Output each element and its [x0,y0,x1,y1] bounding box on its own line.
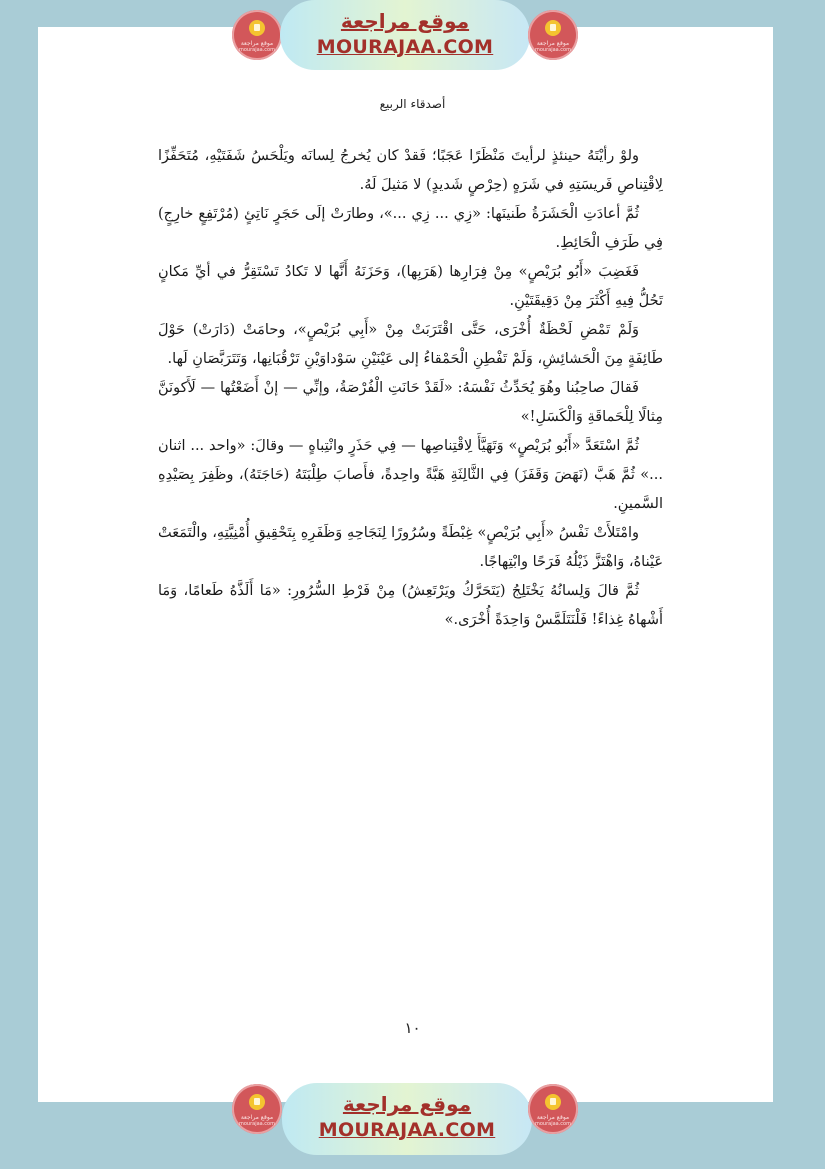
paragraph: ثُمَّ أعادَتِ الْحَشَرَةُ طَنينَها: «زِي ... زِي ...»، وطارَتْ إلَى حَجَرٍ نَاتِئٍ (مُرْتَفِعٍ خارِجٍ) فِي طَرَفِ الْحَائِطِ. [158,206,663,251]
logo-icon [249,20,265,36]
paragraph: وامْتَلأَتْ نَفْسُ «أَبِي بُرَيْصٍ» غِبْطَةً وسُرُورًا لِنَجَاحِهِ وَظَفَرِهِ بِتَحْقِيقِ أُمْنِيَّتِهِ، والْتَمَعَتْ عَيْناهُ، وَاهْتَزَّ ذَيْلُهُ فَرَحًا وابْتِهاجًا. [158,525,663,570]
site-banner-top[interactable] [280,0,530,70]
badge-label-en: mourajaa.com [238,47,275,53]
site-name-ar[interactable]: موقع مراجعة [340,9,470,33]
page-number: ١٠ [404,1019,421,1037]
badge-label-ar: موقع مراجعة [240,40,274,47]
site-logo-badge-left[interactable] [232,10,282,60]
badge-label-en: mourajaa.com [534,1121,571,1127]
logo-icon [249,1094,265,1110]
logo-icon [545,20,561,36]
site-name-ar[interactable]: موقع مراجعة [342,1092,472,1116]
site-logo-badge-right-footer[interactable] [528,1084,578,1134]
badge-label-ar: موقع مراجعة [536,1114,570,1121]
story-text [158,142,663,635]
paragraph: فَغَضِبَ «أَبُو بُرَيْصٍ» مِنْ فِرَارِها (هَرَبِها)، وَحَزَنَهُ أَنَّها لا تَكادُ تَسْتَقِرُّ في أيِّ مَكانٍ تَحُلُّ فِيهِ أَكْثَرَ مِنْ دَقِيقَتَيْنِ. [158,264,663,309]
badge-label-en: mourajaa.com [534,47,571,53]
badge-label-ar: موقع مراجعة [536,40,570,47]
badge-label-en: mourajaa.com [238,1121,275,1127]
paragraph: ثُمَّ اسْتَعَدَّ «أَبُو بُرَيْصٍ» وَتَهَيَّأَ لِاقْتِناصِها — فِي حَذَرٍ وانْتِباهٍ — وقالَ: «واحد ... اثنان ...» ثُمَّ هَبَّ (نَهَضَ وَقَفَزَ) فِي الثَّالِثَةِ هَبَّةً واحِدةً، فأَصابَ طِلْبَتَهُ (حَاجَتَهُ)، وظَفِرَ بِصَيْدِهِ السَّمينِ. [158,438,663,512]
site-name-en[interactable]: MOURAJAA.COM [318,1119,496,1141]
logo-icon [545,1094,561,1110]
paragraph: ثُمَّ قالَ وَلِسانُهُ يَخْتَلِجُ (يَتَحَرَّكُ ويَرْتَعِشُ) مِنْ فَرْطِ السُّرُورِ: «مَا أَلَذَّهُ طَعامًا، وَمَا أَشْهاهُ غِذاءً! فَلْنَتَلَمَّسْ وَاحِدَةً أُخْرَى.» [158,583,663,628]
paragraph: فَقالَ صاحِبُنا وهُوَ يُحَدِّثُ نَفْسَهُ: «لَقَدْ حَانَتِ الْفُرْصَةُ، وإنِّي — إنْ أَضَعْتُها — لَأَكونَنَّ مِثالًا لِلْحَماقَةِ وَالْكَسَلِ!» [158,380,663,425]
paragraph: وَلَمْ تَمْضِ لَحْظَةٌ أُخْرَى، حَتَّى اقْتَرَبَتْ مِنْ «أَبِي بُرَيْصٍ»، وحامَتْ (دَارَتْ) حَوْلَ طَائِفَةٍ مِنَ الْحَشائِشِ، وَلَمْ تَفْطِنِ الْحَمْقاءُ إلى عَيْنَيْنِ سَوْداوَيْنِ تَرْقُبَانِها، وَتَتَرَبَّصَانِ لَها. [158,322,663,367]
running-head: أصدقاء الربيع [379,97,446,111]
site-banner-bottom[interactable] [282,1083,532,1155]
paragraph: ولوْ رأيْتَهُ حينئذٍ لرأيتَ مَنْظَرًا عَجَبًا؛ فَقدْ كان يُخرجُ لِسانَه ويَلْحَسُ شَفَتَيْهِ، مُتَحَفِّزًا لِاقْتِناصِ فَريسَتِهِ في شَرَهٍ (حِرْصٍ شَديدٍ) لا مَثيلَ لَهُ. [158,148,663,193]
site-logo-badge-right[interactable] [528,10,578,60]
badge-label-ar: موقع مراجعة [240,1114,274,1121]
site-logo-badge-left-footer[interactable] [232,1084,282,1134]
site-name-en[interactable]: MOURAJAA.COM [316,36,494,58]
